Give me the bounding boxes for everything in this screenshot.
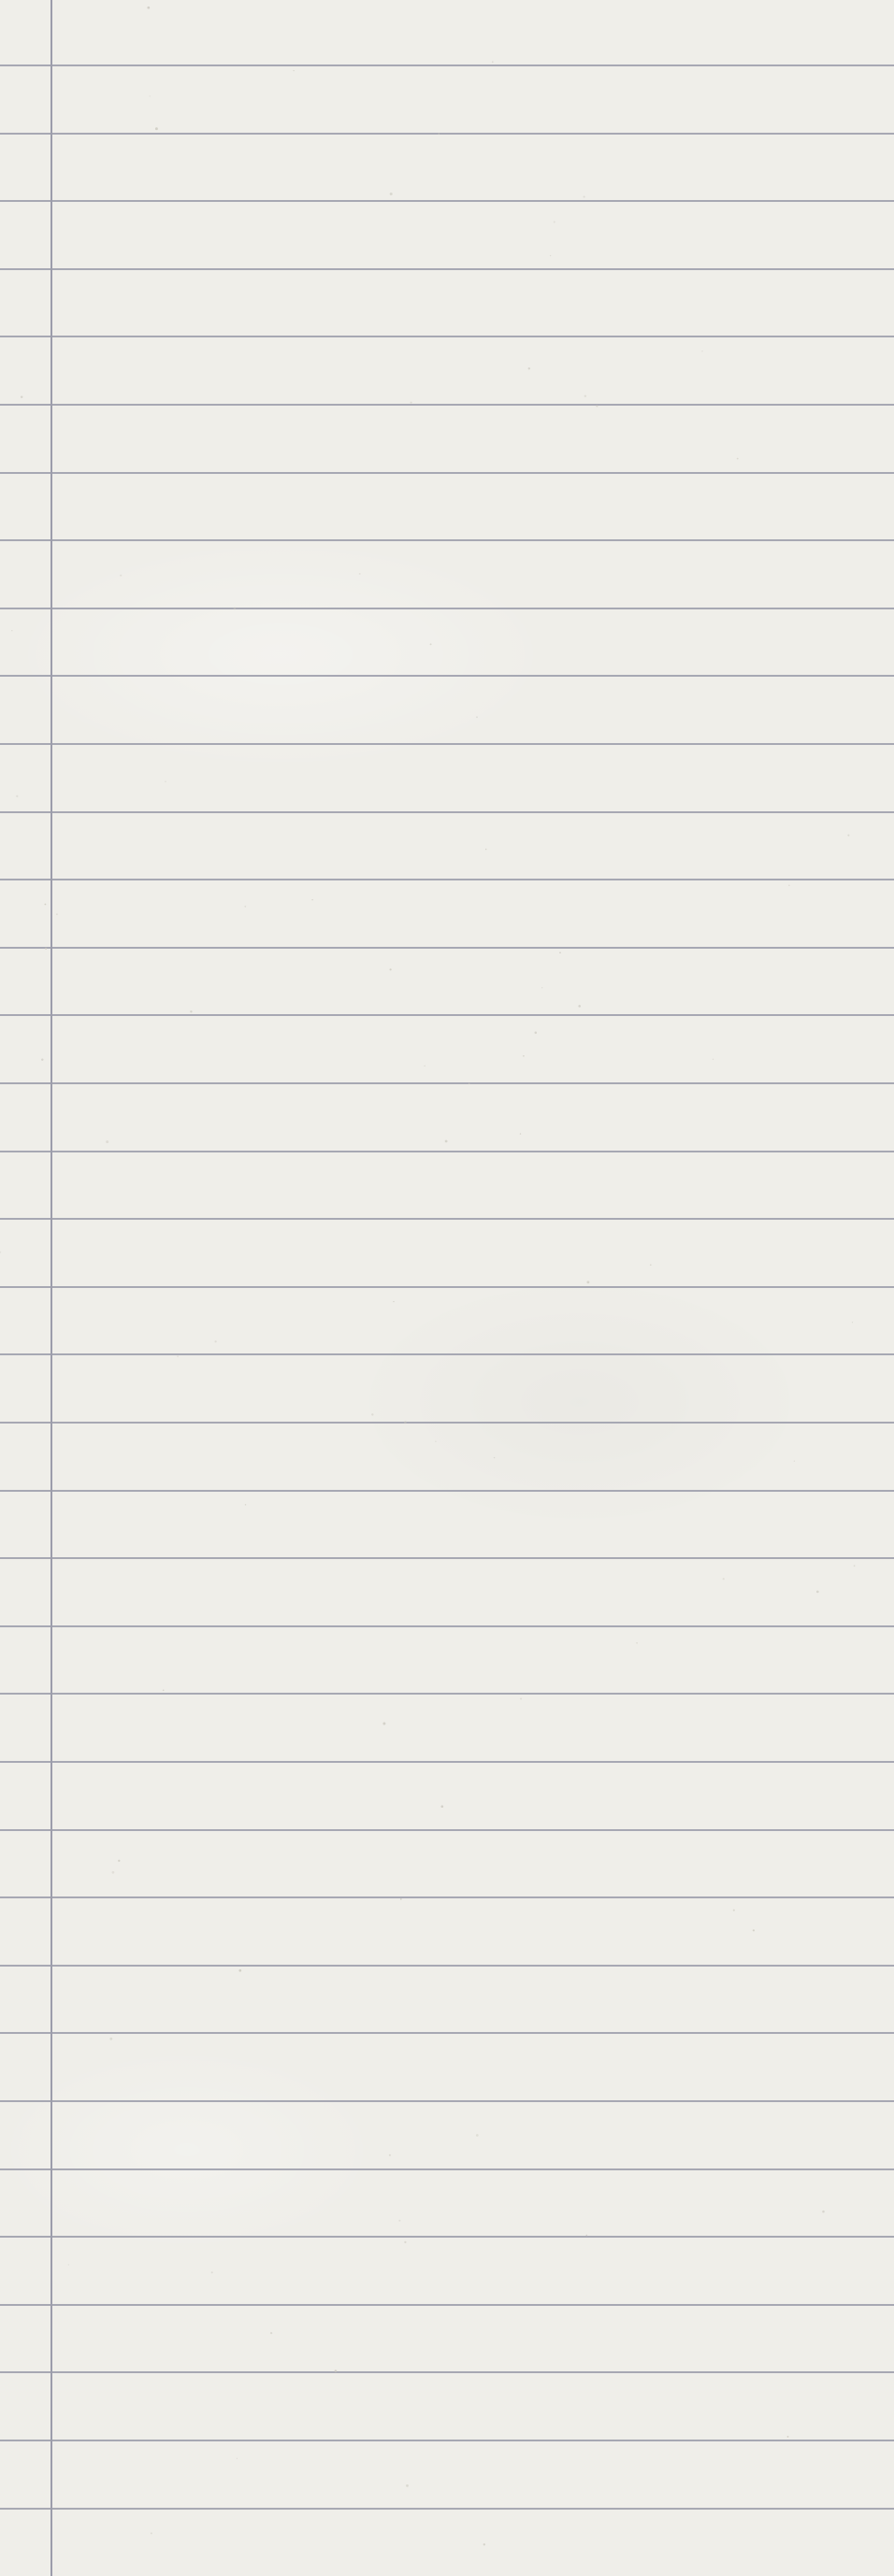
paper-speck: [559, 952, 561, 953]
paper-speck: [56, 913, 58, 915]
paper-speck: [584, 196, 585, 198]
paper-speck: [430, 643, 432, 645]
paper-speck: [440, 1805, 443, 1808]
paper-speck: [494, 1457, 495, 1458]
paper-speck: [165, 780, 166, 781]
paper-speck: [244, 906, 246, 908]
paper-speck: [822, 2211, 825, 2213]
paper-speck: [393, 1301, 394, 1302]
paper-speck: [398, 2220, 400, 2222]
paper-speck: [445, 1140, 448, 1143]
paper-speck: [41, 1058, 43, 1060]
paper-speck: [234, 608, 237, 610]
paper-speck: [411, 402, 412, 404]
paper-texture-specks: [0, 7, 855, 2546]
ruled-lines: [0, 65, 894, 2509]
paper-speck: [520, 1133, 521, 1134]
paper-speck: [554, 222, 555, 223]
paper-speck: [112, 1871, 115, 1874]
paper-speck: [245, 1504, 246, 1505]
paper-speck: [550, 255, 551, 256]
paper-speck: [713, 1059, 714, 1060]
paper-speck: [371, 1413, 373, 1415]
paper-speck: [723, 1578, 725, 1580]
paper-speck: [190, 1010, 192, 1012]
paper-speck: [406, 2484, 409, 2487]
paper-speck: [106, 1140, 108, 1143]
paper-speck: [21, 395, 22, 397]
paper-speck: [150, 95, 151, 96]
paper-speck: [400, 1898, 402, 1900]
paper-speck: [0, 1252, 1, 1253]
paper-speck: [147, 7, 150, 9]
paper-speck: [118, 1860, 120, 1862]
paper-speck: [68, 2264, 69, 2265]
paper-speck: [311, 899, 312, 900]
paper-speck: [335, 2369, 338, 2372]
paper-speck: [541, 987, 542, 988]
paper-speck: [847, 835, 849, 837]
paper-speck: [854, 1565, 856, 1567]
paper-speck: [737, 458, 739, 460]
paper-speck: [151, 2532, 152, 2534]
paper-speck: [45, 948, 47, 950]
paper-speck: [753, 1929, 755, 1931]
paper-speck: [211, 2271, 213, 2273]
paper-speck: [816, 1591, 819, 1594]
paper-speck: [492, 61, 494, 63]
paper-speck: [237, 2458, 238, 2459]
paper-speck: [535, 1032, 538, 1035]
paper-speck: [11, 630, 12, 631]
paper-speck: [109, 2038, 112, 2040]
paper-speck: [787, 2436, 789, 2438]
paper-speck: [404, 2241, 406, 2243]
paper-speck: [852, 1322, 853, 1323]
paper-speck: [16, 795, 18, 797]
paper-speck: [120, 575, 122, 577]
paper-speck: [435, 1441, 436, 1442]
paper-speck: [214, 1340, 216, 1342]
paper-speck: [404, 1421, 407, 1424]
paper-speck: [701, 351, 703, 352]
paper-speck: [476, 716, 478, 718]
paper-speck: [476, 2134, 479, 2137]
paper-speck: [389, 2154, 391, 2156]
paper-speck: [523, 1055, 525, 1057]
paper-speck: [238, 1969, 241, 1972]
paper-speck: [155, 127, 158, 130]
paper-speck: [390, 193, 393, 195]
paper-speck: [163, 1689, 165, 1691]
paper-speck: [293, 70, 294, 71]
paper-speck: [586, 1281, 589, 1283]
paper-speck: [596, 405, 598, 407]
paper-speck: [585, 2235, 587, 2237]
paper-speck: [438, 133, 440, 135]
paper-speck: [483, 2543, 485, 2545]
paper-speck: [528, 367, 530, 369]
paper-speck: [390, 968, 392, 970]
paper-speck: [520, 1697, 522, 1699]
paper-speck: [359, 573, 361, 575]
paper-speck: [650, 1264, 652, 1266]
paper-speck: [578, 1005, 581, 1008]
paper-speck: [788, 884, 790, 886]
paper-speck: [794, 1461, 795, 1462]
paper-speck: [485, 849, 486, 850]
paper-speck: [584, 395, 586, 397]
paper-speck: [382, 1723, 385, 1725]
paper-speck: [270, 2332, 272, 2334]
paper-speck: [44, 904, 46, 906]
paper-speck: [733, 1910, 735, 1911]
paper-speck: [636, 1642, 638, 1644]
paper-speck: [177, 1355, 179, 1357]
